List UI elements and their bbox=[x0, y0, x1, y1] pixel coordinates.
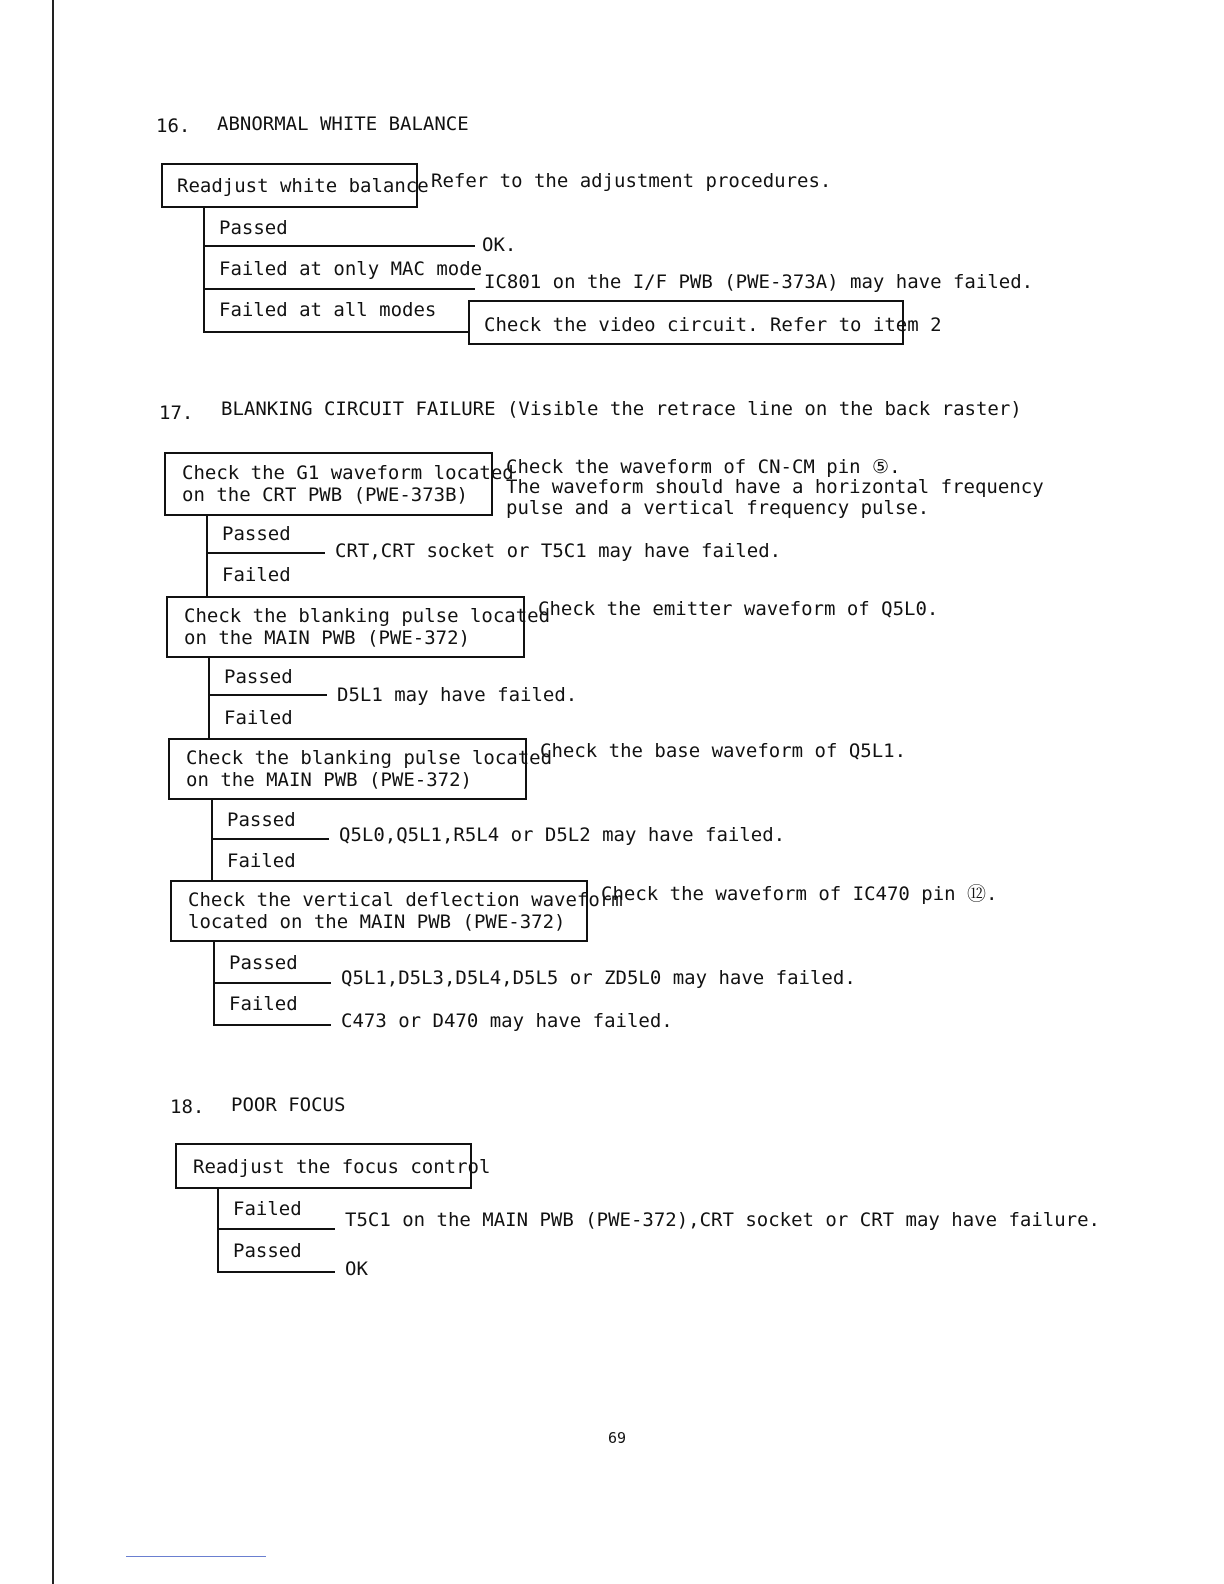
branch-line bbox=[203, 245, 475, 247]
step-box-line: on the MAIN PWB (PWE-372) bbox=[186, 769, 472, 791]
branch-failed-label: Failed bbox=[224, 707, 293, 729]
step-note-line: Check the emitter waveform of Q5L0. bbox=[538, 598, 939, 620]
branch-line bbox=[203, 331, 471, 333]
branch-mac-result: IC801 on the I/F PWB (PWE-373A) may have failed. bbox=[484, 271, 1034, 293]
branch-failed-label: Failed bbox=[229, 993, 298, 1015]
step-box-line: on the MAIN PWB (PWE-372) bbox=[184, 627, 470, 649]
branch-passed-result: Q5L0,Q5L1,R5L4 or D5L2 may have failed. bbox=[339, 824, 786, 846]
branch-mac-label: Failed at only MAC mode bbox=[219, 258, 483, 280]
branch-trunk bbox=[203, 207, 205, 333]
branch-trunk bbox=[211, 799, 213, 883]
branch-trunk bbox=[208, 657, 210, 740]
step-box bbox=[166, 596, 551, 658]
branch-failed-result: T5C1 on the MAIN PWB (PWE-372),CRT socket or CRT may have failure. bbox=[345, 1209, 1100, 1231]
step-note-line: Check the waveform of CN-CM pin ⑤. bbox=[506, 456, 901, 478]
branch-line bbox=[213, 1024, 331, 1026]
branch-passed-label: Passed bbox=[233, 1240, 302, 1262]
step-box bbox=[164, 452, 514, 516]
branch-passed-label: Passed bbox=[229, 952, 298, 974]
step-box-line: located on the MAIN PWB (PWE-372) bbox=[188, 911, 566, 933]
branch-passed-result: D5L1 may have failed. bbox=[337, 684, 578, 706]
step-box-text: Readjust the focus control bbox=[193, 1156, 491, 1178]
bottom-rule bbox=[126, 1556, 266, 1557]
branch-failed-label: Failed bbox=[222, 564, 291, 586]
branch-passed-result: OK bbox=[345, 1258, 368, 1280]
step-box bbox=[168, 738, 553, 800]
result-box bbox=[468, 300, 942, 345]
branch-failed-result: C473 or D470 may have failed. bbox=[341, 1010, 673, 1032]
section-number: 16. bbox=[156, 115, 191, 137]
branch-passed-result: CRT,CRT socket or T5C1 may have failed. bbox=[335, 540, 782, 562]
branch-line bbox=[211, 838, 329, 840]
branch-line bbox=[217, 1228, 335, 1230]
page-number: 69 bbox=[608, 1429, 627, 1447]
left-margin-line bbox=[52, 0, 54, 1584]
branch-line bbox=[208, 694, 327, 696]
branch-line bbox=[206, 552, 325, 554]
section-title: POOR FOCUS bbox=[231, 1094, 346, 1116]
branch-passed-label: Passed bbox=[227, 809, 296, 831]
section-number: 18. bbox=[170, 1096, 205, 1118]
branch-line bbox=[217, 1271, 335, 1273]
branch-line bbox=[213, 982, 331, 984]
step-box-line: Check the blanking pulse located bbox=[186, 747, 553, 769]
branch-line bbox=[203, 288, 475, 290]
branch-passed-result: Q5L1,D5L3,D5L4,D5L5 or ZD5L0 may have failed. bbox=[341, 967, 856, 989]
step-note-line: pulse and a vertical frequency pulse. bbox=[506, 497, 930, 519]
step-box bbox=[170, 880, 623, 942]
step-note-line: Check the base waveform of Q5L1. bbox=[540, 740, 907, 762]
step-box bbox=[175, 1143, 491, 1189]
branch-passed-label: Passed bbox=[219, 217, 288, 239]
step-note-line: Check the waveform of IC470 pin ⑫. bbox=[601, 883, 998, 905]
branch-passed-label: Passed bbox=[222, 523, 291, 545]
section-title: ABNORMAL WHITE BALANCE bbox=[217, 113, 469, 135]
branch-passed-label: Passed bbox=[224, 666, 293, 688]
step-box-line: Check the blanking pulse located bbox=[184, 605, 551, 627]
step-box-line: Check the vertical deflection waveform bbox=[188, 889, 623, 911]
step-box bbox=[161, 163, 429, 208]
step-note: Refer to the adjustment procedures. bbox=[431, 170, 832, 192]
result-box-text: Check the video circuit. Refer to item 2 bbox=[484, 314, 942, 336]
step-box-line: Check the G1 waveform located bbox=[182, 462, 514, 484]
branch-failed-label: Failed bbox=[233, 1198, 302, 1220]
section-number: 17. bbox=[159, 402, 194, 424]
branch-failed-label: Failed bbox=[227, 850, 296, 872]
branch-passed-result: OK. bbox=[482, 234, 517, 256]
section-title: BLANKING CIRCUIT FAILURE (Visible the retrace line on the back raster) bbox=[221, 398, 1022, 420]
step-box-text: Readjust white balance bbox=[177, 175, 429, 197]
step-box-line: on the CRT PWB (PWE-373B) bbox=[182, 484, 468, 506]
branch-all-label: Failed at all modes bbox=[219, 299, 437, 321]
branch-trunk bbox=[206, 515, 208, 597]
branch-trunk bbox=[217, 1188, 219, 1273]
step-note-line: The waveform should have a horizontal frequency bbox=[506, 476, 1044, 498]
